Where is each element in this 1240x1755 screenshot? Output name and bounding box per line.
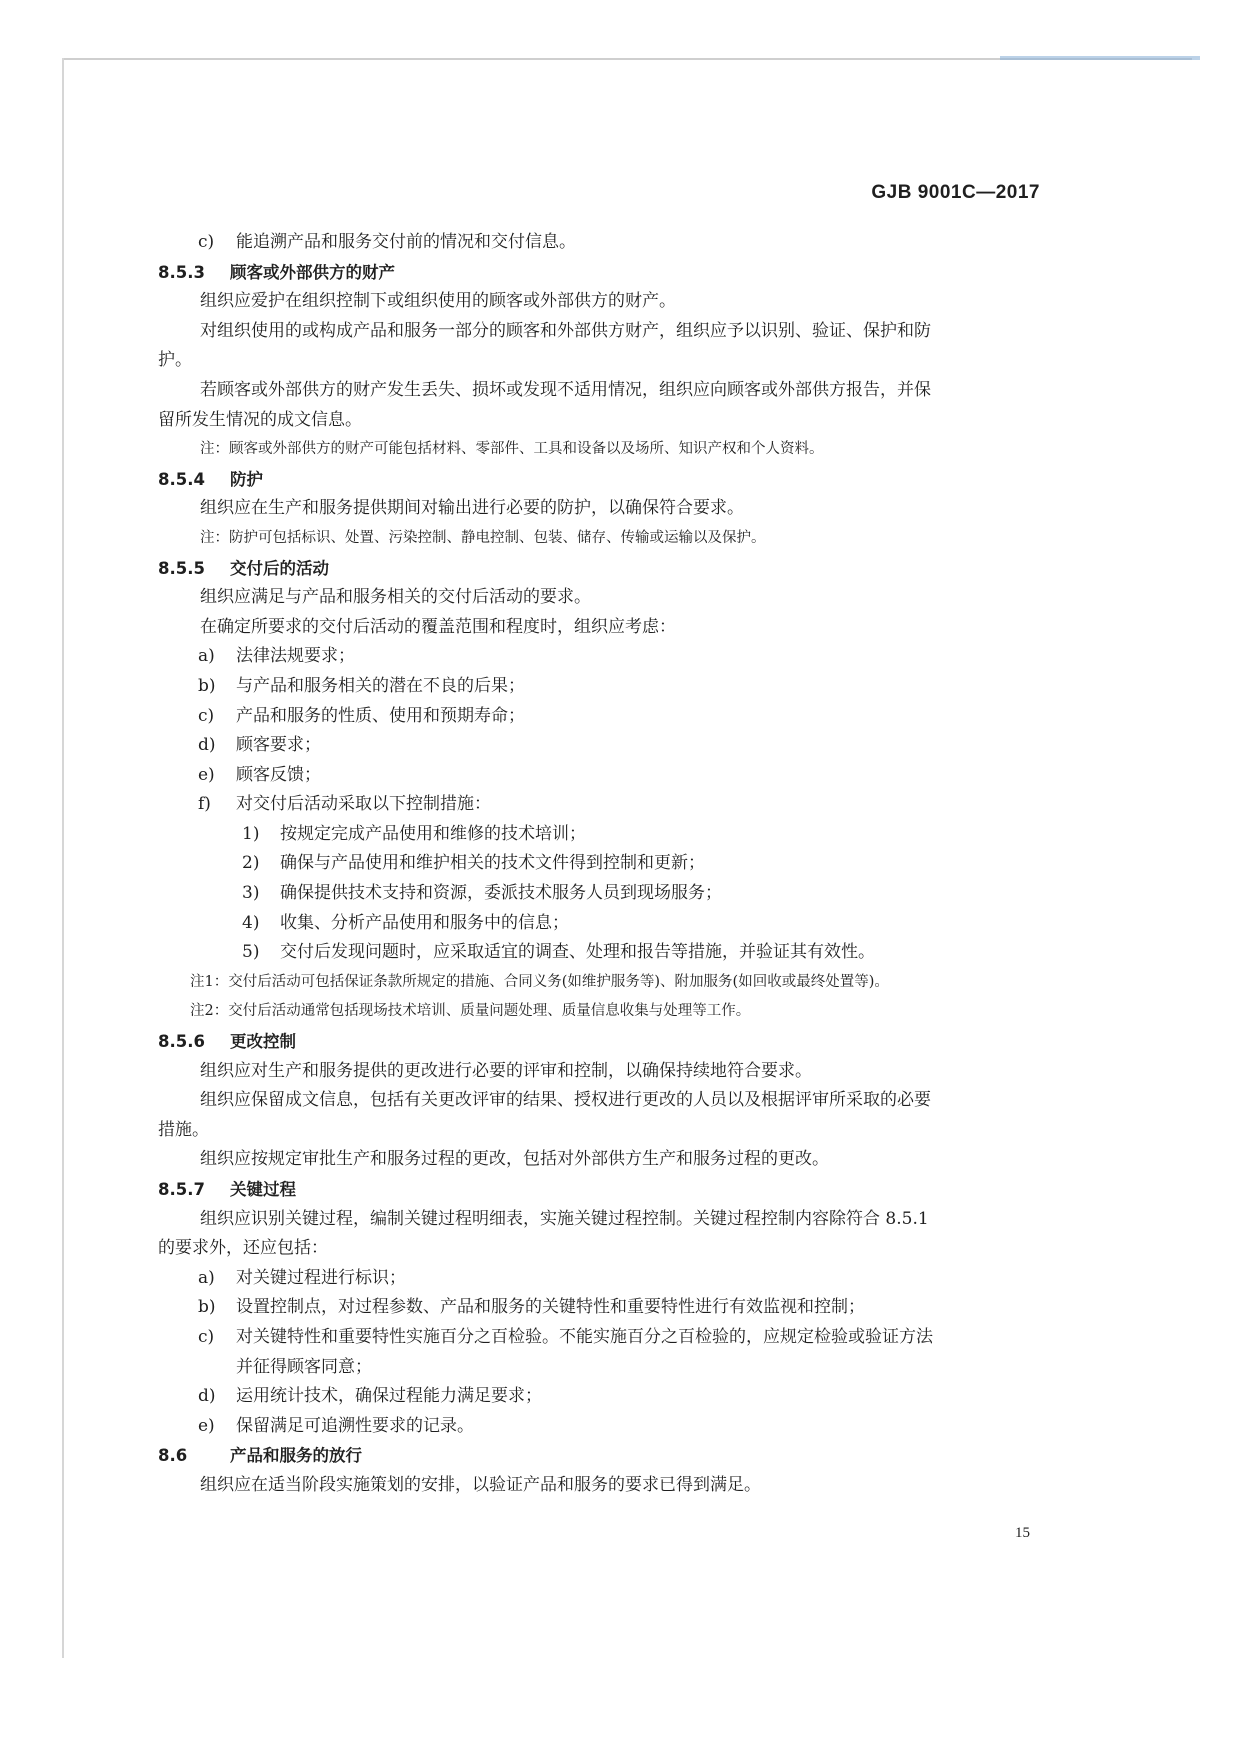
list-item-label: a) xyxy=(198,646,215,667)
list-item xyxy=(158,1323,1048,1353)
section-title: 更改控制 xyxy=(230,1032,296,1052)
paragraph-line: 对组织使用的或构成产品和服务一部分的顾客和外部供方财产，组织应予以识别、验证、保护和防 xyxy=(200,320,931,341)
scan-edge-left xyxy=(62,58,64,1658)
section-heading xyxy=(158,1175,1048,1205)
paragraph-line: 组织应在适当阶段实施策划的安排，以验证产品和服务的要求已得到满足。 xyxy=(200,1474,761,1495)
list-item-text: 与产品和服务相关的潜在不良的后果； xyxy=(236,675,525,696)
list-item-label: b) xyxy=(198,1297,216,1318)
sub-list-item xyxy=(158,879,1048,909)
list-item-text: 确保提供技术支持和资源，委派技术服务人员到现场服务； xyxy=(280,883,722,904)
section-title: 产品和服务的放行 xyxy=(230,1446,362,1466)
section-heading xyxy=(158,1027,1048,1057)
section-heading xyxy=(158,554,1048,584)
list-item xyxy=(158,702,1048,732)
section-heading xyxy=(158,258,1048,288)
note-line: 注2：交付后活动通常包括现场技术培训、质量问题处理、质量信息收集与处理等工作。 xyxy=(190,1003,751,1020)
list-item-label: e) xyxy=(198,1415,215,1436)
section-title: 交付后的活动 xyxy=(230,558,329,578)
paragraph-line: 组织应对生产和服务提供的更改进行必要的评审和控制，以确保持续地符合要求。 xyxy=(200,1060,812,1081)
section-number: 8.5.6 xyxy=(158,1032,205,1052)
list-item-label: 4) xyxy=(242,912,260,933)
list-item-label: 2) xyxy=(242,853,260,874)
list-item xyxy=(158,790,1048,820)
list-item-continuation: 并征得顾客同意； xyxy=(236,1356,372,1377)
list-item-text: 交付后发现问题时，应采取适宜的调查、处理和报告等措施，并验证其有效性。 xyxy=(280,942,875,963)
list-item-text: 对关键过程进行标识； xyxy=(236,1267,406,1288)
list-item-text: 运用统计技术，确保过程能力满足要求； xyxy=(236,1386,542,1407)
paragraph-continuation: 的要求外，还应包括： xyxy=(158,1238,328,1259)
note-line: 注1：交付后活动可包括保证条款所规定的措施、合同义务(如维护服务等)、附加服务(如回收或最终处置等)。 xyxy=(190,973,889,990)
list-item-text: 设置控制点，对过程参数、产品和服务的关键特性和重要特性进行有效监视和控制； xyxy=(236,1297,865,1318)
paragraph-line: 组织应识别关键过程，编制关键过程明细表，实施关键过程控制。关键过程控制内容除符合 8.5.1 xyxy=(200,1208,929,1229)
list-item-label: b) xyxy=(198,675,216,696)
section-title: 关键过程 xyxy=(230,1180,296,1199)
paragraph-continuation: 护。 xyxy=(158,350,192,371)
paragraph-continuation: 留所发生情况的成文信息。 xyxy=(158,409,362,430)
sub-list-item xyxy=(158,849,1048,879)
paragraph-line: 若顾客或外部供方的财产发生丢失、损坏或发现不适用情况，组织应向顾客或外部供方报告，并保 xyxy=(200,379,931,400)
list-item-label: c) xyxy=(198,1326,215,1347)
list-item-text: 法律法规要求； xyxy=(236,646,355,667)
page-body xyxy=(158,228,1048,1501)
list-item-label: e) xyxy=(198,764,215,785)
note-line: 注：防护可包括标识、处置、污染控制、静电控制、包装、储存、传输或运输以及保护。 xyxy=(200,529,766,546)
list-item xyxy=(158,1264,1048,1294)
section-number: 8.5.3 xyxy=(158,262,205,282)
list-item-text: 保留满足可追溯性要求的记录。 xyxy=(236,1415,474,1436)
list-item-label: d) xyxy=(198,1386,216,1407)
document-code: GJB 9001C—2017 xyxy=(871,182,1040,203)
sub-list-item xyxy=(158,909,1048,939)
list-item xyxy=(158,1293,1048,1323)
list-item-label: f) xyxy=(198,794,211,815)
list-item xyxy=(158,731,1048,761)
section-number: 8.5.7 xyxy=(158,1180,205,1199)
list-item-text: 收集、分析产品使用和服务中的信息； xyxy=(280,912,569,933)
list-item-text: 能追溯产品和服务交付前的情况和交付信息。 xyxy=(236,232,576,252)
paragraph-line: 组织应保留成文信息，包括有关更改评审的结果、授权进行更改的人员以及根据评审所采取的必要 xyxy=(200,1090,931,1111)
paragraph-line: 组织应按规定审批生产和服务过程的更改，包括对外部供方生产和服务过程的更改。 xyxy=(200,1149,829,1170)
list-item xyxy=(158,672,1048,702)
list-item-label: c) xyxy=(198,705,215,726)
list-item-label: d) xyxy=(198,735,216,756)
paragraph-continuation: 措施。 xyxy=(158,1119,209,1140)
list-item-text: 顾客反馈； xyxy=(236,764,321,785)
scan-edge-accent xyxy=(1000,56,1200,60)
paragraph-line: 组织应爱护在组织控制下或组织使用的顾客或外部供方的财产。 xyxy=(200,291,676,312)
section-title: 顾客或外部供方的财产 xyxy=(230,262,395,282)
list-item-text: 对交付后活动采取以下控制措施： xyxy=(236,794,491,815)
list-item-label: 1) xyxy=(242,823,260,844)
list-item-text: 确保与产品使用和维护相关的技术文件得到控制和更新； xyxy=(280,853,705,874)
list-item xyxy=(158,642,1048,672)
section-heading xyxy=(158,465,1048,495)
section-number: 8.5.5 xyxy=(158,558,205,578)
list-item-text: 对关键特性和重要特性实施百分之百检验。不能实施百分之百检验的，应规定检验或验证方法 xyxy=(236,1326,933,1347)
paragraph-line: 在确定所要求的交付后活动的覆盖范围和程度时，组织应考虑： xyxy=(200,616,676,637)
note-line: 注：顾客或外部供方的财产可能包括材料、零部件、工具和设备以及场所、知识产权和个人资料。 xyxy=(200,441,824,458)
list-item-text: 按规定完成产品使用和维修的技术培训； xyxy=(280,823,586,844)
list-item-label: 5) xyxy=(242,942,260,963)
list-item xyxy=(158,761,1048,791)
section-heading xyxy=(158,1441,1048,1471)
sub-list-item xyxy=(158,938,1048,968)
list-item-text: 产品和服务的性质、使用和预期寿命； xyxy=(236,705,525,726)
list-item-label: c) xyxy=(198,232,215,252)
list-item xyxy=(158,1382,1048,1412)
section-number: 8.5.4 xyxy=(158,469,205,489)
page-number: 15 xyxy=(1015,1525,1030,1541)
list-item xyxy=(158,228,1048,258)
section-title: 防护 xyxy=(230,469,263,489)
sub-list-item xyxy=(158,820,1048,850)
paragraph-line: 组织应满足与产品和服务相关的交付后活动的要求。 xyxy=(200,587,591,608)
section-number: 8.6 xyxy=(158,1446,188,1466)
list-item-label: a) xyxy=(198,1267,215,1288)
list-item-label: 3) xyxy=(242,883,260,904)
paragraph-line: 组织应在生产和服务提供期间对输出进行必要的防护，以确保符合要求。 xyxy=(200,498,744,519)
list-item xyxy=(158,1412,1048,1442)
list-item-text: 顾客要求； xyxy=(236,735,321,756)
